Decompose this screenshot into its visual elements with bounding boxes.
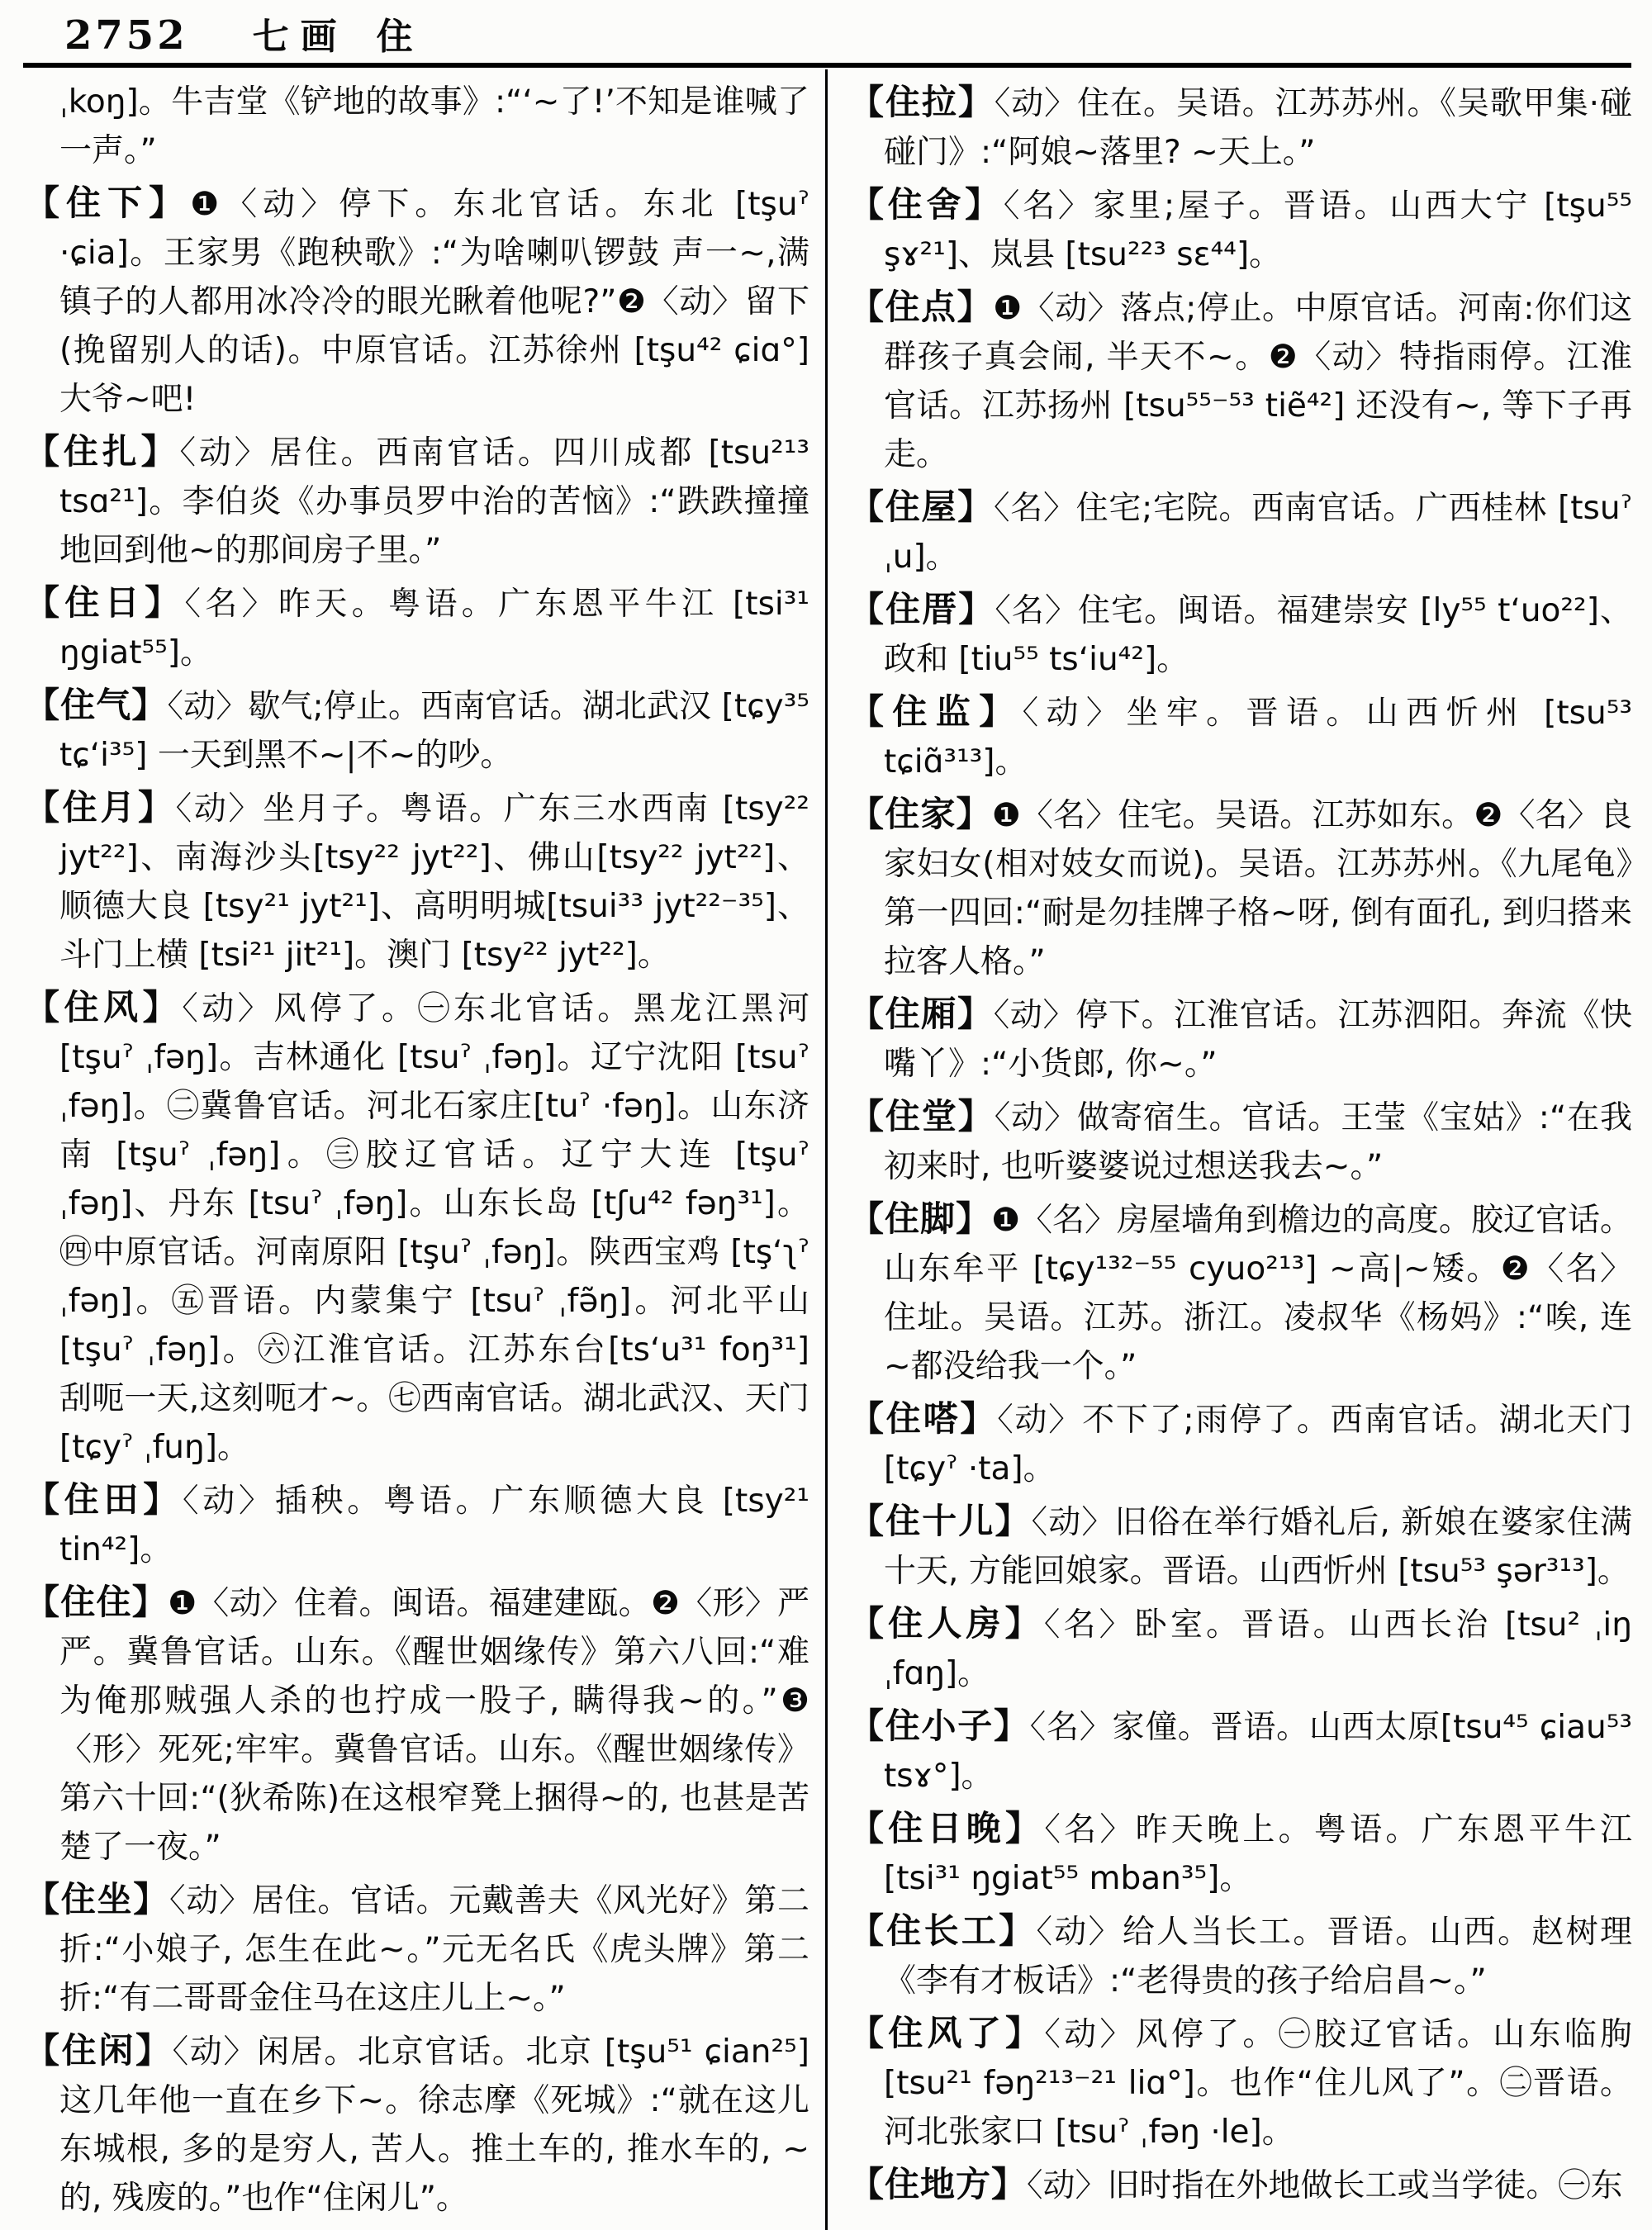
entry-body: 〈动〉风停了。㊀胶辽官话。山东临朐[tsu²¹ fəŋ²¹³⁻²¹ liɑ°]。也作“住儿风了”。㊁晋语。河北张家口 [tsuˀ ˌfəŋ ·le]。 [884, 2016, 1632, 2151]
page-number: 2752 [64, 12, 188, 59]
left-column [25, 78, 809, 2226]
entry-body: 〈名〉家里;屋子。晋语。山西大宁 [tşu⁵⁵ şɤ²¹]、岚县 [tsu²²³ sɛ⁴⁴]。 [884, 187, 1632, 273]
entry-headword: 【住小子】 [849, 1706, 1030, 1746]
entry-body: 〈动〉不下了;雨停了。西南官话。湖北天门 [tɕyˀ ·ta]。 [884, 1402, 1632, 1487]
column-divider [825, 69, 828, 2230]
entry-body: 〈动〉住在。吴语。江苏苏州。《吴歌甲集·碰碰门》:“阿娘~落里? ~天上。” [884, 85, 1632, 171]
entry-body: ˌkoŋ]。牛吉堂《铲地的故事》:“‘~了!’不知是谁喊了一声。” [59, 83, 809, 169]
entry-body: 〈动〉做寄宿生。官话。王莹《宝姑》:“在我初来时, 也听婆婆说过想送我去~。” [884, 1099, 1632, 1185]
entry-headword: 【住月】 [25, 787, 176, 828]
entry-headword: 【住屋】 [849, 486, 994, 527]
entry-headword: 【住厝】 [849, 589, 995, 629]
entry-body: 〈动〉歇气;停止。西南官话。湖北武汉 [tɕy³⁵ tɕ‘i³⁵] 一天到黑不~|不~的吵。 [59, 688, 809, 774]
entry-body: 〈动〉坐月子。粤语。广东三水西南 [tsy²² jyt²²]、南海沙头[tsy²² jyt²²]、佛山[tsy²² jyt²²]、顺德大良 [tsy²¹ jyt²¹]、高明明城[tsui³³ jyt²²⁻³⁵]、斗门上横 [tsi²¹ jit²¹]。澳门 [tsy²² jyt²²]。 [59, 790, 809, 974]
entry-body: 〈动〉风停了。㊀东北官话。黑龙江黑河 [tşuˀ ˌfəŋ]。吉林通化 [tsuˀ ˌfəŋ]。辽宁沈阳 [tsuˀ ˌfəŋ]。㊁冀鲁官话。河北石家庄[tuˀ ·fəŋ]。山东济南 [tşuˀ ˌfəŋ]。㊂胶辽官话。辽宁大连 [tşuˀ ˌfəŋ]、丹东 [tsuˀ ˌfəŋ]。山东长岛 [tʃu⁴² fəŋ³¹]。㊃中原官话。河南原阳 [tşuˀ ˌfəŋ]。陕西宝鸡 [tş‘ʅˀ ˌfəŋ]。㊄晋语。内蒙集宁 [tsuˀ ˌfə̃ŋ]。河北平山 [tşuˀ ˌfəŋ]。㊅江淮官话。江苏东台[ts‘u³¹ foŋ³¹] 刮呃一天,这刻呃才~。㊆西南官话。湖北武汉、天门 [tɕyˀ ˌfuŋ]。 [59, 990, 809, 1466]
dictionary-entry-continuation [25, 78, 809, 175]
entry-headword: 【住嗒】 [849, 1398, 998, 1439]
dictionary-entry [849, 180, 1632, 279]
entry-headword: 【住风了】 [849, 2013, 1045, 2053]
dictionary-entry [849, 1906, 1632, 2005]
dictionary-entry [849, 1092, 1632, 1191]
entry-headword: 【住日晚】 [849, 1808, 1045, 1848]
dictionary-entry [849, 687, 1632, 786]
entry-headword: 【住舍】 [849, 184, 1004, 225]
entry-body: 〈动〉旧时指在外地做长工或当学徒。㊀东 [1027, 2167, 1623, 2204]
entry-headword: 【住田】 [25, 1479, 183, 1520]
entry-body: ❶〈名〉房屋墙角到檐边的高度。胶辽官话。山东牟平 [tɕy¹³²⁻⁵⁵ cyuo²¹³] ~高|~矮。❷〈名〉住址。吴语。江苏。浙江。凌叔华《杨妈》:“唉, 连~都没给我一个。” [884, 1202, 1632, 1385]
entry-headword: 【住堂】 [849, 1096, 995, 1136]
entry-body: 〈动〉旧俗在举行婚礼后, 新娘在婆家住满十天, 方能回娘家。晋语。山西忻州 [tsu⁵³ şər³¹³]。 [884, 1504, 1632, 1590]
entry-body: 〈动〉给人当长工。晋语。山西。赵树理《李有才板话》:“老得贵的孩子给启昌~。” [884, 1914, 1632, 2000]
entry-headword: 【住厢】 [849, 994, 994, 1034]
stroke-section-label: 七画 [252, 16, 349, 58]
dictionary-entry [25, 427, 809, 575]
entry-headword: 【住地方】 [849, 2164, 1028, 2204]
entry-body: 〈动〉闲居。北京官话。北京 [tşu⁵¹ ɕian²⁵] 这几年他一直在乡下~。徐志摩《死城》:“就在这儿东城根, 多的是穷人, 苦人。推土车的, 推水车的, ~的, 残废的。”也作“住闲儿”。 [59, 2033, 809, 2217]
dictionary-entry [849, 2009, 1632, 2156]
dictionary-entry [25, 1578, 809, 1872]
entry-body: 〈名〉住宅。闽语。福建崇安 [ly⁵⁵ t‘uo²²]、政和 [tiu⁵⁵ ts‘iu⁴²]。 [884, 592, 1632, 678]
radical-headword: 住 [376, 16, 413, 58]
dictionary-entry [25, 2026, 809, 2223]
dictionary-entry [849, 1804, 1632, 1903]
entry-headword: 【住人房】 [849, 1603, 1044, 1644]
entry-body: 〈动〉插秧。粤语。广东顺德大良 [tsy²¹ tin⁴²]。 [59, 1483, 809, 1568]
dictionary-entry [849, 989, 1632, 1089]
entry-headword: 【住点】 [849, 287, 994, 327]
dictionary-entry [849, 790, 1632, 986]
entry-body: 〈动〉居住。西南官话。四川成都 [tsu²¹³ tsɑ²¹]。李伯炎《办事员罗中治的苦恼》:“跌跌撞撞地回到他~的那间房子里。” [59, 434, 809, 569]
dictionary-entry [25, 681, 809, 780]
dictionary-entry [849, 2160, 1632, 2210]
page-header [64, 7, 413, 59]
dictionary-entry [849, 585, 1632, 684]
entry-headword: 【住气】 [25, 685, 168, 725]
dictionary-entry [25, 1475, 809, 1574]
entry-body: 〈名〉家僮。晋语。山西太原[tsu⁴⁵ ɕiau⁵³ tsɤ°]。 [884, 1709, 1632, 1795]
dictionary-entry [849, 1194, 1632, 1391]
entry-headword: 【住十儿】 [849, 1501, 1032, 1541]
entry-headword: 【住家】 [849, 794, 992, 834]
entry-body: 〈名〉卧室。晋语。山西长治 [tsu² ˌiŋ ˌfɑŋ]。 [884, 1606, 1632, 1692]
entry-headword: 【住风】 [25, 987, 183, 1027]
entry-body: 〈名〉昨天。粤语。广东恩平牛江 [tsi³¹ ŋgiat⁵⁵]。 [59, 586, 809, 671]
entry-headword: 【住长工】 [849, 1910, 1037, 1951]
entry-body: ❶〈动〉落点;停止。中原官话。河南:你们这群孩子真会闹, 半天不~。❷〈动〉特指雨停。江淮官话。江苏扬州 [tsu⁵⁵⁻⁵³ tiẽ⁴²] 还没有~, 等下子再走。 [884, 290, 1632, 473]
entry-headword: 【住监】 [849, 691, 1023, 732]
entry-headword: 【住住】 [25, 1582, 169, 1622]
dictionary-entry [849, 1701, 1632, 1801]
header-rule [23, 63, 1631, 68]
entry-body: ❶〈动〉停下。东北官话。东北 [tşuˀ ·ɕia]。王家男《跑秧歌》:“为啥喇叭锣鼓 声一~,满镇子的人都用冰冷冷的眼光瞅着他呢?”❷〈动〉留下(挽留别人的话)。中原官话。江苏徐州 [tşu⁴² ɕiɑ°] 大爷~吧! [59, 186, 809, 418]
dictionary-entry [25, 1875, 809, 2023]
dictionary-entry [25, 783, 809, 980]
entry-headword: 【住闲】 [25, 2030, 173, 2071]
entry-headword: 【住扎】 [25, 431, 180, 472]
entry-body: 〈动〉坐牢。晋语。山西忻州 [tsu⁵³ tɕiɑ̃³¹³]。 [884, 695, 1632, 780]
entry-headword: 【住下】 [25, 183, 191, 223]
right-column [849, 78, 1632, 2213]
dictionary-entry [25, 578, 809, 677]
dictionary-entry [849, 1497, 1632, 1596]
dictionary-entry [849, 482, 1632, 581]
dictionary-entry [25, 983, 809, 1472]
dictionary-entry [25, 178, 809, 424]
dictionary-entry [849, 1599, 1632, 1698]
entry-headword: 【住脚】 [849, 1198, 992, 1239]
entry-headword: 【住日】 [25, 582, 185, 623]
entry-body: 〈动〉停下。江淮官话。江苏泗阳。奔流《快嘴丫》:“小货郎, 你~。” [884, 997, 1632, 1083]
entry-body: 〈动〉居住。官话。元戴善夫《风光好》第二折:“小娘子, 怎生在此~。”元无名氏《虎头牌》第二折:“有二哥哥金住马在这庄儿上~。” [59, 1882, 809, 2017]
entry-headword: 【住拉】 [849, 82, 995, 122]
entry-body: 〈名〉昨天晚上。粤语。广东恩平牛江 [tsi³¹ ŋgiat⁵⁵ mban³⁵]。 [884, 1811, 1632, 1897]
dictionary-entry [849, 78, 1632, 177]
entry-body: ❶〈动〉住着。闽语。福建建瓯。❷〈形〉严严。冀鲁官话。山东。《醒世姻缘传》第六八回:“难为俺那贼强人杀的也拧成一股子, 瞒得我~的。”❸〈形〉死死;牢牢。冀鲁官话。山东。《醒世姻缘传》第六十回:“(狄希陈)在这根窄凳上捆得~的, 也甚是苦楚了一夜。” [59, 1585, 809, 1866]
dictionary-entry [849, 1394, 1632, 1493]
entry-headword: 【住坐】 [25, 1879, 170, 1919]
entry-body: ❶〈名〉住宅。吴语。江苏如东。❷〈名〉良家妇女(相对妓女而说)。吴语。江苏苏州。《九尾龟》第一四回:“耐是勿挂牌子格~呀, 倒有面孔, 到归搭来拉客人格。” [884, 797, 1632, 980]
entry-body: 〈名〉住宅;宅院。西南官话。广西桂林 [tsuˀ ˌu]。 [884, 490, 1632, 576]
dictionary-entry [849, 282, 1632, 479]
